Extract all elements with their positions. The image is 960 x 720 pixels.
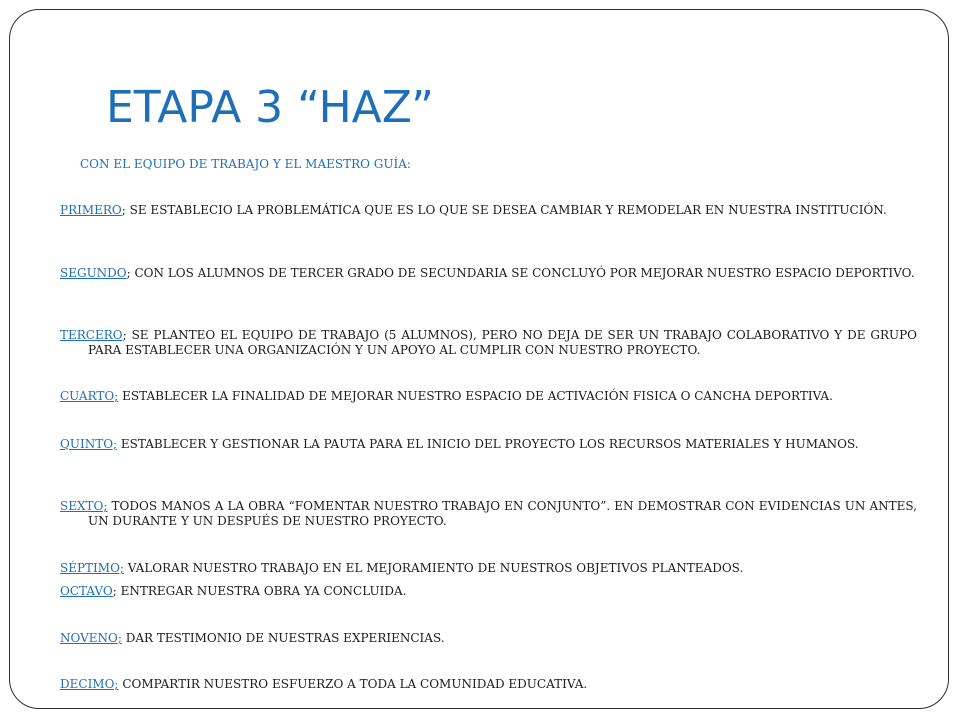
- step-keyword-sexto[interactable]: SEXTO;: [60, 499, 108, 513]
- step-quinto: [60, 437, 917, 452]
- step-text-primero: SE ESTABLECIO LA PROBLEMÁTICA QUE ES LO QUE SE DESEA CAMBIAR Y REMODELAR EN NUESTRA INSTITUCIÓN.: [129, 203, 887, 217]
- step-keyword-quinto[interactable]: QUINTO;: [60, 437, 118, 451]
- step-keyword-cuarto[interactable]: CUARTO;: [60, 389, 119, 403]
- step-text-sexto: TODOS MANOS A LA OBRA “FOMENTAR NUESTRO TRABAJO EN CONJUNTO”. EN DEMOSTRAR CON EVIDENCIAS UN ANTES, UN DURANTE Y UN DESPUÉS DE NUESTRO PROYECTO.: [88, 499, 917, 528]
- step-cuarto: [60, 389, 917, 404]
- step-tercero: TERCERO; SE PLANTEO EL EQUIPO DE TRABAJO (5 ALUMNOS), PERO NO DEJA DE SER UN TRABAJO COLABORATIVO Y DE GRUPO PARA ESTABLECER UNA ORGANIZACIÓN Y UN APOYO AL CUMPLIR CON NUESTRO PROYECTO.: [60, 328, 918, 357]
- step-text-decimo: COMPARTIR NUESTRO ESFUERZO A TODA LA COMUNIDAD EDUCATIVA.: [122, 677, 588, 691]
- step-keyword-segundo[interactable]: SEGUNDO: [60, 266, 127, 280]
- step-septimo: [60, 561, 917, 576]
- step-sexto: [60, 499, 917, 529]
- step-text-septimo: VALORAR NUESTRO TRABAJO EN EL MEJORAMIENTO DE NUESTROS OBJETIVOS PLANTEADOS.: [127, 561, 744, 575]
- step-segundo: SEGUNDO; CON LOS ALUMNOS DE TERCER GRADO DE SECUNDARIA SE CONCLUYÓ POR MEJORAR NUESTRO ESPACIO DEPORTIVO.: [60, 266, 915, 280]
- slide-title: ETAPA 3 “HAZ”: [106, 82, 434, 133]
- step-octavo: OCTAVO; ENTREGAR NUESTRA OBRA YA CONCLUIDA.: [60, 584, 407, 598]
- step-text-octavo: ENTREGAR NUESTRA OBRA YA CONCLUIDA.: [120, 584, 407, 598]
- slide-subtitle: CON EL EQUIPO DE TRABAJO Y EL MAESTRO GUÍA:: [80, 157, 411, 171]
- step-noveno: [60, 631, 917, 646]
- step-text-tercero: SE PLANTEO EL EQUIPO DE TRABAJO (5 ALUMNOS), PERO NO DEJA DE SER UN TRABAJO COLABORATIVO Y DE GRUPO PARA ESTABLECER UNA ORGANIZACIÓN Y UN APOYO AL CUMPLIR CON NUESTRO PROYECTO.: [88, 328, 918, 357]
- step-keyword-noveno[interactable]: NOVENO;: [60, 631, 122, 645]
- step-text-noveno: DAR TESTIMONIO DE NUESTRAS EXPERIENCIAS.: [125, 631, 445, 645]
- step-keyword-octavo[interactable]: OCTAVO: [60, 584, 113, 598]
- step-keyword-septimo[interactable]: SÉPTIMO;: [60, 561, 124, 575]
- step-decimo: [60, 677, 917, 692]
- step-primero: PRIMERO; SE ESTABLECIO LA PROBLEMÁTICA QUE ES LO QUE SE DESEA CAMBIAR Y REMODELAR EN NUESTRA INSTITUCIÓN.: [60, 203, 887, 217]
- step-text-segundo: CON LOS ALUMNOS DE TERCER GRADO DE SECUNDARIA SE CONCLUYÓ POR MEJORAR NUESTRO ESPACIO DEPORTIVO.: [134, 266, 915, 280]
- step-keyword-tercero[interactable]: TERCERO: [60, 328, 123, 342]
- step-text-quinto: ESTABLECER Y GESTIONAR LA PAUTA PARA EL INICIO DEL PROYECTO LOS RECURSOS MATERIALES Y HUMANOS.: [120, 437, 859, 451]
- step-keyword-decimo[interactable]: DECIMO;: [60, 677, 119, 691]
- step-keyword-primero[interactable]: PRIMERO: [60, 203, 122, 217]
- step-text-cuarto: ESTABLECER LA FINALIDAD DE MEJORAR NUESTRO ESPACIO DE ACTIVACIÓN FISICA O CANCHA DEPORTIVA.: [122, 389, 833, 403]
